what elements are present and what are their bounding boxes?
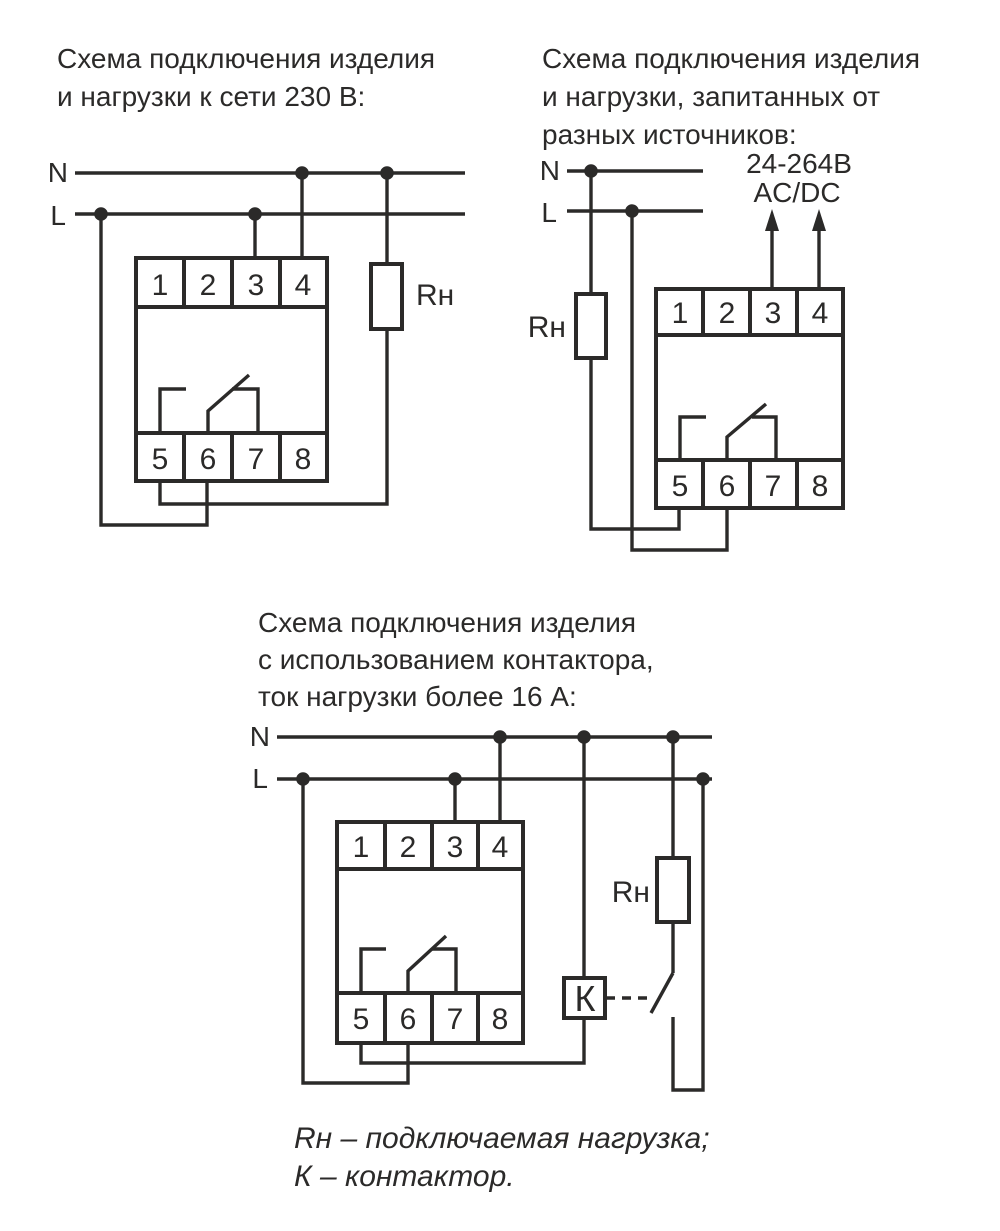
junction-dot (380, 166, 394, 180)
load-resistor (657, 858, 689, 922)
contactor-coil-label: К (574, 978, 596, 1019)
line-bus-label: L (252, 763, 268, 794)
junction-dot (248, 207, 262, 221)
terminal-1: 1 (352, 831, 370, 864)
terminal-2: 2 (718, 297, 736, 330)
load-resistor-label: Rн (416, 279, 455, 312)
diagram1-title (57, 40, 435, 116)
terminal-7: 7 (764, 470, 782, 503)
junction-dot (577, 730, 591, 744)
neutral-bus-label: N (539, 155, 560, 186)
terminal-8: 8 (811, 470, 829, 503)
terminal-5: 5 (352, 1003, 370, 1036)
title-line: Схема подключения изделия (542, 43, 921, 74)
diagram-separate-sources (528, 148, 852, 550)
contactor-power-contact (651, 973, 673, 1013)
junction-dot (296, 772, 310, 786)
terminal-2: 2 (199, 269, 217, 302)
junction-dot (493, 730, 507, 744)
load-resistor-label: Rн (611, 876, 650, 909)
title-line: Схема подключения изделия (258, 607, 637, 638)
diagram3-title (258, 604, 654, 715)
load-resistor (371, 264, 402, 329)
junction-dot (696, 772, 710, 786)
neutral-bus-label: N (249, 721, 270, 752)
title-line: и нагрузки, запитанных от (542, 81, 881, 112)
junction-dot (666, 730, 680, 744)
terminal-7: 7 (247, 443, 265, 476)
neutral-bus-label: N (47, 157, 68, 188)
terminal-5: 5 (151, 443, 169, 476)
terminal-6: 6 (399, 1003, 417, 1036)
load-resistor-label: Rн (527, 311, 566, 344)
load-resistor (576, 294, 606, 358)
title-line: с использованием контактора, (258, 644, 654, 675)
line-bus-label: L (541, 197, 557, 228)
title-line: и нагрузки к сети 230 В: (57, 81, 366, 112)
terminal-1: 1 (151, 269, 169, 302)
title-line: разных источников: (542, 119, 797, 150)
legend (294, 1120, 710, 1196)
source-voltage-label: 24-264В (746, 148, 852, 179)
terminal-6: 6 (718, 470, 736, 503)
arrow-up-icon (812, 209, 826, 231)
diagram-contactor (250, 721, 712, 1090)
terminal-3: 3 (764, 297, 782, 330)
line-bus-label: L (50, 200, 66, 231)
terminal-4: 4 (294, 269, 312, 302)
terminal-4: 4 (811, 297, 829, 330)
diagram2-title (542, 40, 920, 154)
arrow-up-icon (765, 209, 779, 231)
junction-dot (94, 207, 108, 221)
legend-line: К – контактор. (294, 1160, 515, 1193)
terminal-3: 3 (446, 831, 464, 864)
terminal-8: 8 (294, 443, 312, 476)
title-line: Схема подключения изделия (57, 43, 436, 74)
terminal-3: 3 (247, 269, 265, 302)
terminal-2: 2 (399, 831, 417, 864)
title-line: ток нагрузки более 16 А: (258, 681, 577, 712)
legend-line: Rн – подключаемая нагрузка; (294, 1122, 710, 1155)
terminal-1: 1 (671, 297, 689, 330)
terminal-8: 8 (491, 1003, 509, 1036)
terminal-5: 5 (671, 470, 689, 503)
terminal-4: 4 (491, 831, 509, 864)
diagram-230v (48, 157, 465, 525)
wire (673, 779, 703, 1090)
terminal-6: 6 (199, 443, 217, 476)
source-acdc-label: AC/DC (753, 177, 841, 208)
terminal-7: 7 (446, 1003, 464, 1036)
junction-dot (448, 772, 462, 786)
supply-arrows (765, 209, 826, 290)
junction-dot (295, 166, 309, 180)
